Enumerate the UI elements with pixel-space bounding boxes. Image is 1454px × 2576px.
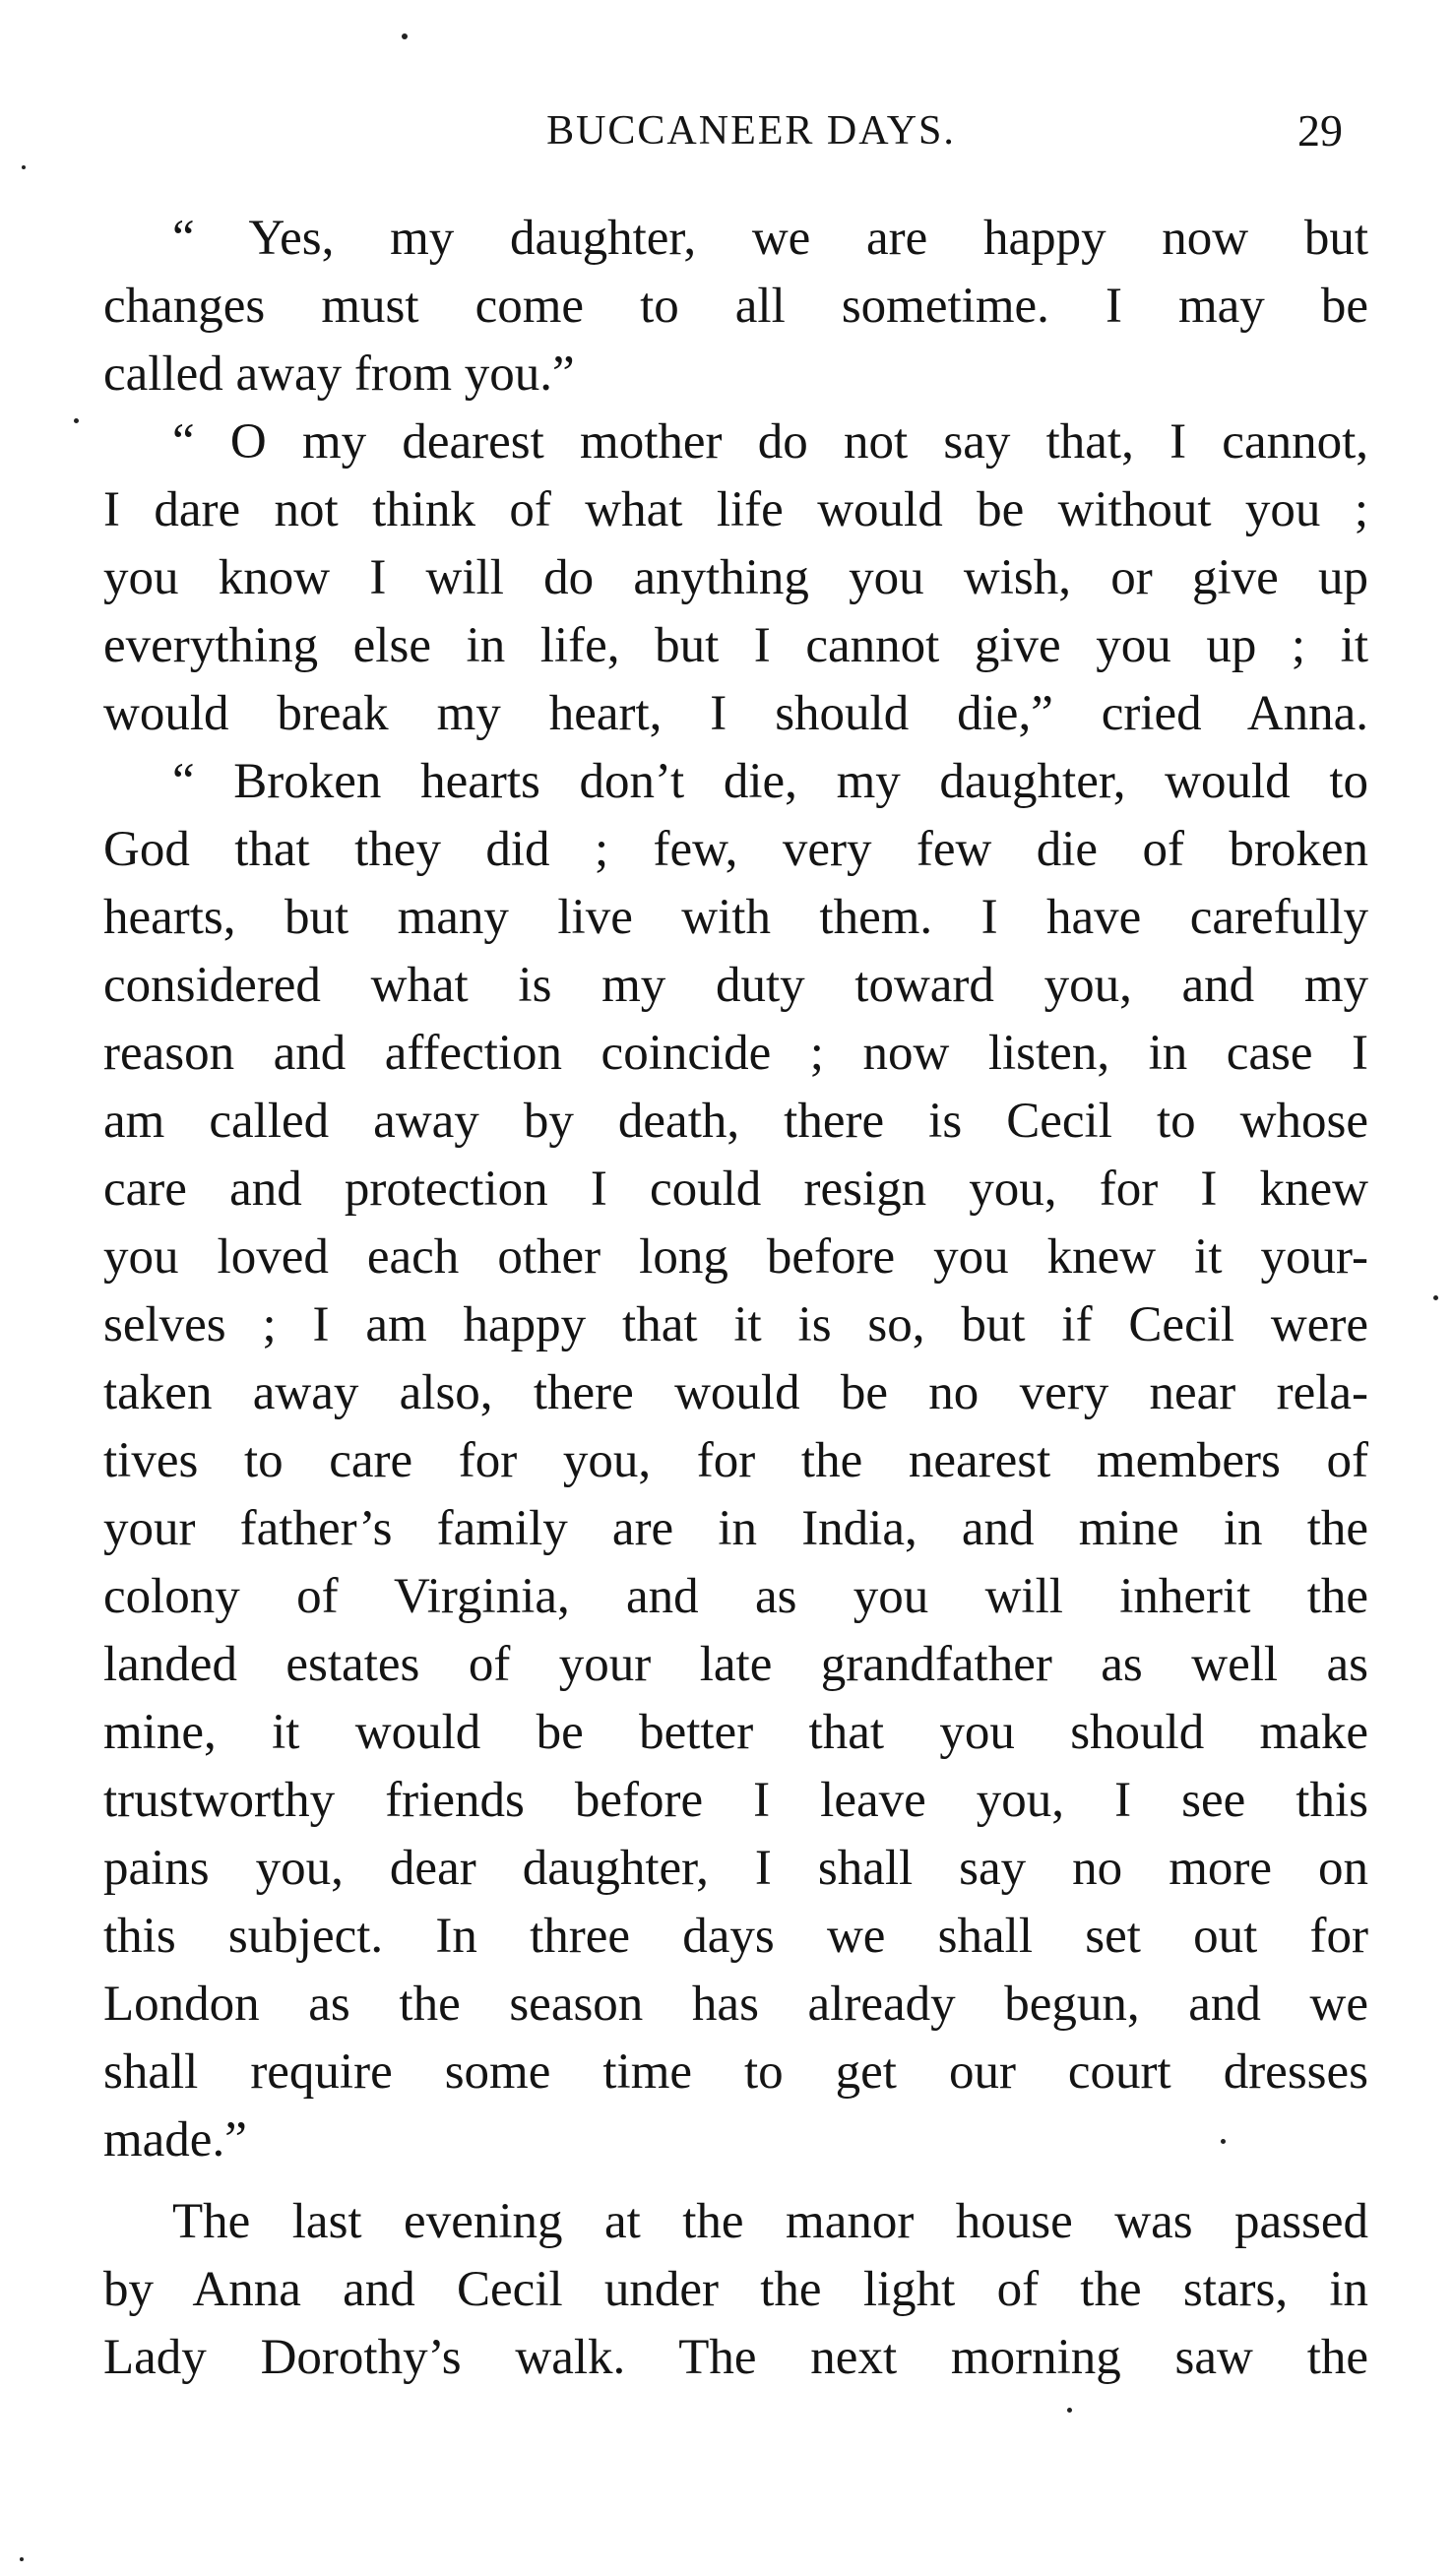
print-speck — [1433, 1295, 1438, 1300]
text-line: hearts, but many live with them. I have carefully — [103, 890, 1368, 945]
text-line: landed estates of your late grandfather as well as — [103, 1637, 1368, 1692]
text-line: selves ; I am happy that it is so, but if Cecil were — [103, 1297, 1368, 1352]
text-line: “ Broken hearts don’t die, my daughter, would to — [172, 754, 1368, 809]
text-line: colony of Virginia, and as you will inherit the — [103, 1569, 1368, 1624]
text-line: changes must come to all sometime. I may be — [103, 279, 1368, 334]
print-speck — [1221, 2139, 1226, 2144]
text-line: shall require some time to get our court dresses — [103, 2044, 1368, 2100]
paragraph — [103, 748, 1368, 2174]
text-line: by Anna and Cecil under the light of the stars, in — [103, 2262, 1368, 2317]
text-line: your father’s family are in India, and mine in the — [103, 1501, 1368, 1556]
text-line: Lady Dorothy’s walk. The next morning saw the — [103, 2330, 1368, 2385]
text-line: tives to care for you, for the nearest members of — [103, 1433, 1368, 1488]
text-line: would break my heart, I should die,” cried Anna. — [103, 686, 1368, 741]
text-line: “ O my dearest mother do not say that, I cannot, — [172, 414, 1368, 470]
text-line: The last evening at the manor house was passed — [172, 2194, 1368, 2249]
print-speck — [1067, 2408, 1072, 2413]
print-speck — [402, 33, 408, 39]
text-line: am called away by death, there is Cecil to whose — [103, 1094, 1368, 1149]
page-header — [0, 96, 1454, 165]
paragraph — [103, 2188, 1368, 2392]
text-line: everything else in life, but I cannot give you up ; it — [103, 618, 1368, 673]
text-line: I dare not think of what life would be without you ; — [103, 482, 1368, 537]
text-line: London as the season has already begun, and we — [103, 1977, 1368, 2032]
text-line: considered what is my duty toward you, and my — [103, 958, 1368, 1013]
print-speck — [20, 2557, 24, 2561]
print-speck — [22, 165, 26, 169]
text-line: God that they did ; few, very few die of broken — [103, 822, 1368, 877]
body-text — [103, 205, 1368, 2392]
paragraph — [103, 205, 1368, 408]
text-line: called away from you.” — [103, 346, 575, 402]
text-line: pains you, dear daughter, I shall say no more on — [103, 1841, 1368, 1896]
text-line: made.” — [103, 2112, 247, 2168]
text-line: you loved each other long before you knew it your- — [103, 1229, 1368, 1285]
running-head: BUCCANEER DAYS. — [546, 108, 956, 154]
text-line: mine, it would be better that you should make — [103, 1705, 1368, 1760]
text-line: this subject. In three days we shall set out for — [103, 1909, 1368, 1964]
text-line: “ Yes, my daughter, we are happy now but — [172, 211, 1368, 266]
text-line: you know I will do anything you wish, or give up — [103, 550, 1368, 605]
paragraph — [103, 408, 1368, 748]
page-number: 29 — [1297, 105, 1343, 156]
print-speck — [74, 418, 79, 423]
text-line: care and protection I could resign you, for I knew — [103, 1162, 1368, 1217]
text-line: trustworthy friends before I leave you, I see this — [103, 1773, 1368, 1828]
text-line: reason and affection coincide ; now listen, in case I — [103, 1026, 1368, 1081]
text-line: taken away also, there would be no very near rela- — [103, 1365, 1368, 1420]
